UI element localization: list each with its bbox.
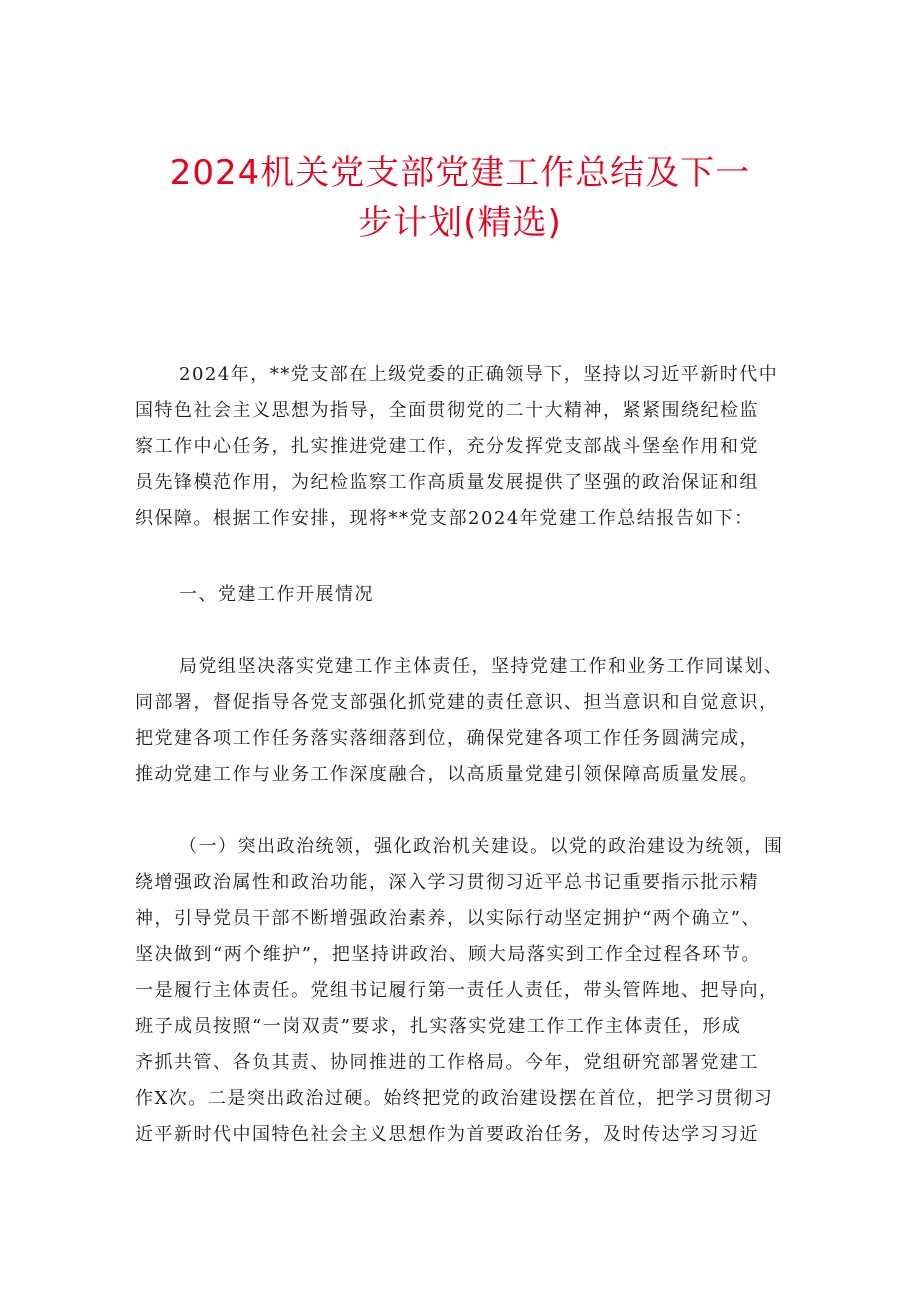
paragraph-line: 近平新时代中国特色社会主义思想作为首要政治任务，及时传达学习习近: [135, 1124, 759, 1145]
title-line-2: 步计划(精选): [358, 203, 562, 243]
paragraph-line: 察工作中心任务，扎实推进党建工作，充分发挥党支部战斗堡垒作用和党: [135, 436, 759, 457]
paragraph-line: 一是履行主体责任。党组书记履行第一责任人责任，带头管阵地、把导向，: [135, 980, 779, 1001]
paragraph-line: 推动党建工作与业务工作深度融合，以高质量党建引领保障高质量发展。: [135, 764, 759, 785]
paragraph-line: （一）突出政治统领，强化政治机关建设。以党的政治建设为统领，围: [179, 836, 784, 857]
title-line-1: 2024机关党支部党建工作总结及下一: [169, 153, 751, 193]
paragraph-line: 坚决做到“两个维护”，把坚持讲政治、顾大局落实到工作全过程各环节。: [135, 944, 761, 965]
paragraph-line: 员先锋模范作用，为纪检监察工作高质量发展提供了坚强的政治保证和组: [135, 472, 759, 493]
section-heading: [135, 577, 795, 613]
paragraph-line: 局党组坚决落实党建工作主体责任，坚持党建工作和业务工作同谋划、: [179, 656, 784, 677]
paragraph-intro: [135, 357, 795, 537]
paragraph-line: 作X次。二是突出政治过硬。始终把党的政治建设摆在首位，把学习贯彻习: [135, 1088, 774, 1109]
paragraph-line: 班子成员按照“一岗双责”要求，扎实落实党建工作工作主体责任，形成: [135, 1016, 742, 1037]
paragraph-line: 神，引导党员干部不断增强政治素养，以实际行动坚定拥护“两个确立”、: [135, 908, 761, 929]
paragraph-section-1: [135, 829, 795, 1153]
section-heading-text: 一、党建工作开展情况: [179, 584, 374, 605]
paragraph-line: 齐抓共管、各负其责、协同推进的工作格局。今年，党组研究部署党建工: [135, 1052, 759, 1073]
paragraph-line: 2024年，**党支部在上级党委的正确领导下，坚持以习近平新时代中: [179, 364, 779, 385]
paragraph-line: 国特色社会主义思想为指导，全面贯彻党的二十大精神，紧紧围绕纪检监: [135, 400, 759, 421]
paragraph-line: 把党建各项工作任务落实落细落到位，确保党建各项工作任务圆满完成，: [135, 728, 759, 749]
paragraph-line: 同部署，督促指导各党支部强化抓党建的责任意识、担当意识和自觉意识，: [135, 692, 779, 713]
paragraph-line: 绕增强政治属性和政治功能，深入学习贯彻习近平总书记重要指示批示精: [135, 872, 759, 893]
paragraph-overview: [135, 649, 795, 793]
paragraph-line: 织保障。根据工作安排，现将**党支部2024年党建工作总结报告如下：: [135, 508, 754, 529]
document-title: [0, 148, 920, 248]
